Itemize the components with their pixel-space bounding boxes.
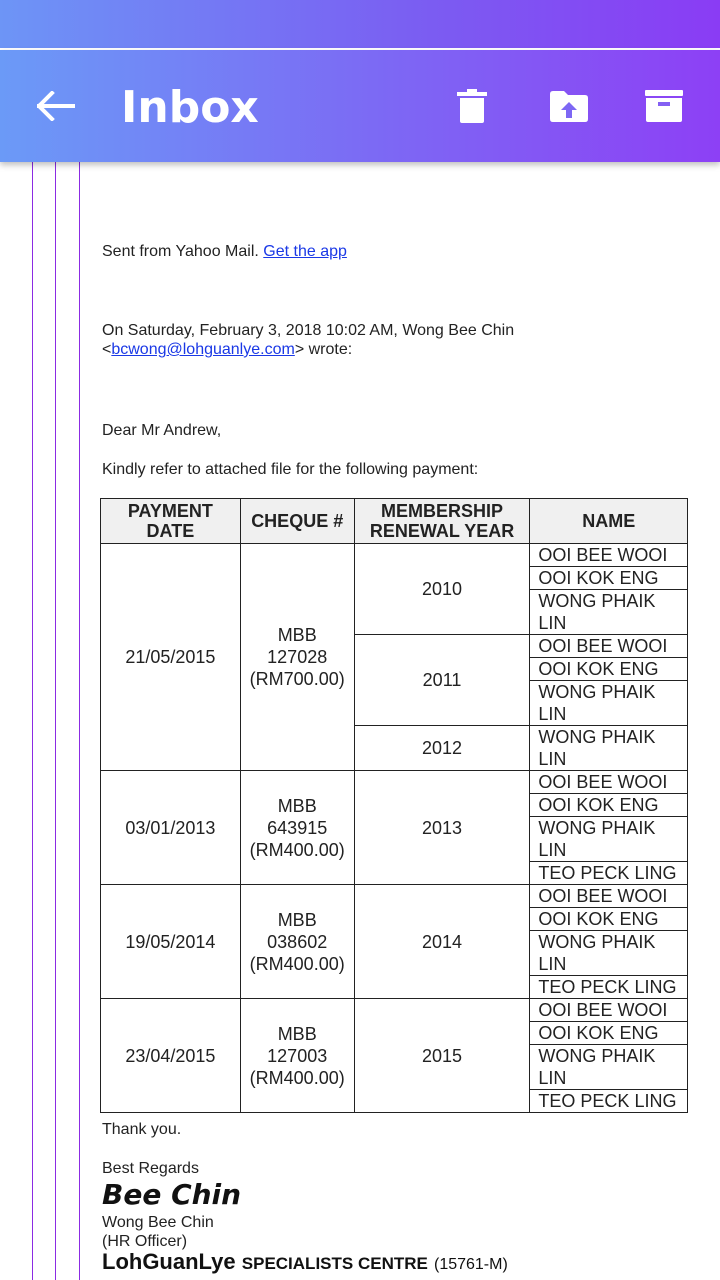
member-name-cell: OOI BEE WOOI [530, 544, 688, 567]
member-name-cell: WONG PHAIK LIN [530, 590, 688, 635]
cheque-no: 127003 [267, 1045, 328, 1066]
cheque-amount: (RM700.00) [249, 669, 345, 689]
quote-close: > wrote: [294, 341, 353, 358]
company-name: LohGuanLye [102, 1249, 236, 1274]
archive-button[interactable] [640, 84, 688, 128]
member-name-cell: OOI BEE WOOI [530, 885, 688, 908]
cheque-no: 038602 [267, 931, 328, 952]
cheque-cell [240, 771, 354, 885]
member-name-cell: OOI BEE WOOI [530, 635, 688, 658]
quote-sender-line [102, 340, 352, 359]
quote-line-3 [79, 162, 80, 1280]
member-name-cell: TEO PECK LING [530, 1090, 688, 1113]
table-row [101, 771, 688, 794]
member-name-cell: WONG PHAIK LIN [530, 726, 688, 771]
member-name-cell: WONG PHAIK LIN [530, 931, 688, 976]
sent-from-text: Sent from Yahoo Mail. [102, 243, 259, 260]
sender-email-link[interactable]: bcwong@lohguanlye.com [111, 341, 295, 358]
member-name-cell: OOI KOK ENG [530, 1022, 688, 1045]
payment-date-cell: 21/05/2015 [101, 544, 241, 771]
member-name-cell: WONG PHAIK LIN [530, 817, 688, 862]
cheque-amount: (RM400.00) [249, 839, 345, 860]
renewal-year-cell: 2010 [354, 544, 530, 635]
get-the-app-link[interactable]: Get the app [263, 243, 347, 260]
member-name-cell: OOI KOK ENG [530, 908, 688, 931]
member-name-cell: OOI BEE WOOI [530, 771, 688, 794]
folder-move-icon [549, 89, 589, 123]
payment-date-cell: 03/01/2013 [101, 771, 241, 885]
payment-table [100, 498, 688, 1113]
cheque-no: 127028 [267, 647, 328, 667]
member-name-cell: OOI KOK ENG [530, 567, 688, 590]
member-name-cell: WONG PHAIK LIN [530, 681, 688, 726]
greeting: Dear Mr Andrew, [102, 422, 222, 439]
table-header-row [101, 499, 688, 544]
renewal-year-cell: 2012 [354, 726, 530, 771]
app-bar [0, 50, 720, 162]
trash-icon [457, 89, 487, 123]
quote-header-line: On Saturday, February 3, 2018 10:02 AM, Wong Bee Chin [102, 322, 515, 339]
page-title: Inbox [121, 82, 259, 133]
company-suffix: SPECIALISTS CENTRE [241, 1254, 428, 1273]
cheque-cell [240, 885, 354, 999]
back-button[interactable] [30, 82, 82, 130]
payment-date-cell: 23/04/2015 [101, 999, 241, 1113]
member-name-cell: OOI KOK ENG [530, 658, 688, 681]
table-body [101, 544, 688, 1113]
thanks-text: Thank you. [102, 1121, 182, 1138]
cheque-cell [240, 544, 354, 771]
quote-line-1 [32, 162, 33, 1280]
cheque-cell [240, 999, 354, 1113]
cheque-bank: MBB [277, 909, 317, 930]
move-button[interactable] [545, 84, 593, 128]
regards-text: Best Regards [102, 1160, 199, 1177]
cheque-bank: MBB [277, 625, 317, 645]
signature-name: Bee Chin [102, 1178, 242, 1211]
member-name-cell: TEO PECK LING [530, 862, 688, 885]
table-row [101, 885, 688, 908]
arrow-left-icon [37, 91, 75, 121]
cheque-bank: MBB [277, 795, 317, 816]
header-membership: MEMBERSHIP RENEWAL YEAR [354, 499, 530, 544]
intro-text: Kindly refer to attached file for the following payment: [102, 461, 479, 478]
renewal-year-cell: 2011 [354, 635, 530, 726]
renewal-year-cell: 2013 [354, 771, 530, 885]
member-name-cell: WONG PHAIK LIN [530, 1045, 688, 1090]
delete-button[interactable] [448, 84, 496, 128]
company-reg: (15761-M) [433, 1256, 508, 1273]
header-payment-date: PAYMENT DATE [101, 499, 241, 544]
status-bar [0, 0, 720, 48]
cheque-amount: (RM400.00) [249, 953, 345, 974]
quote-open: < [102, 341, 112, 358]
header-name: NAME [530, 499, 688, 544]
full-name: Wong Bee Chin [102, 1214, 214, 1231]
position-text: (HR Officer) [102, 1233, 188, 1250]
table-row [101, 544, 688, 567]
cheque-amount: (RM400.00) [249, 1067, 345, 1088]
cheque-no: 643915 [267, 817, 328, 838]
sent-from-line [102, 242, 347, 261]
company-line [102, 1249, 508, 1274]
member-name-cell: OOI BEE WOOI [530, 999, 688, 1022]
payment-date-cell: 19/05/2014 [101, 885, 241, 999]
header-cheque: CHEQUE # [240, 499, 354, 544]
archive-icon [645, 89, 683, 123]
renewal-year-cell: 2015 [354, 999, 530, 1113]
member-name-cell: TEO PECK LING [530, 976, 688, 999]
member-name-cell: OOI KOK ENG [530, 794, 688, 817]
table-row [101, 999, 688, 1022]
cheque-bank: MBB [277, 1023, 317, 1044]
renewal-year-cell: 2014 [354, 885, 530, 999]
quote-line-2 [55, 162, 56, 1280]
